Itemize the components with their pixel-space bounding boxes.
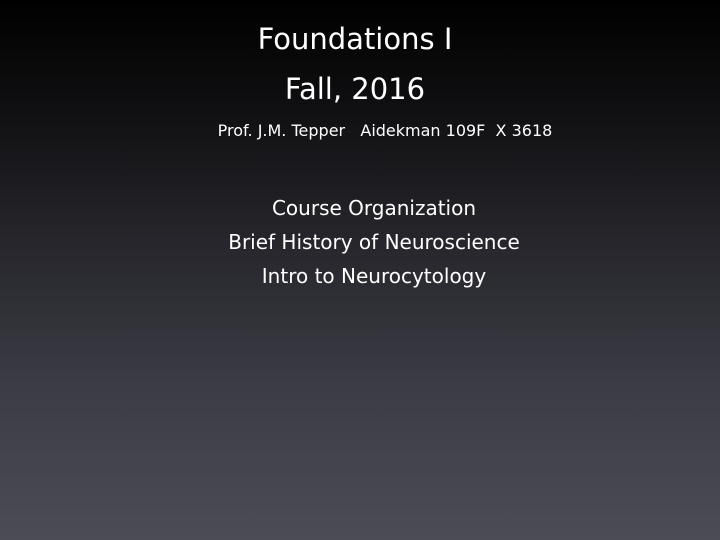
topic-item: Intro to Neurocytology bbox=[261, 264, 487, 288]
topic-item: Course Organization bbox=[271, 196, 477, 220]
instructor-info: Prof. J.M. Tepper Aidekman 109F X 3618 bbox=[217, 121, 553, 140]
course-term: Fall, 2016 bbox=[284, 72, 426, 106]
course-title: Foundations I bbox=[257, 22, 453, 56]
topic-item: Brief History of Neuroscience bbox=[228, 230, 520, 254]
